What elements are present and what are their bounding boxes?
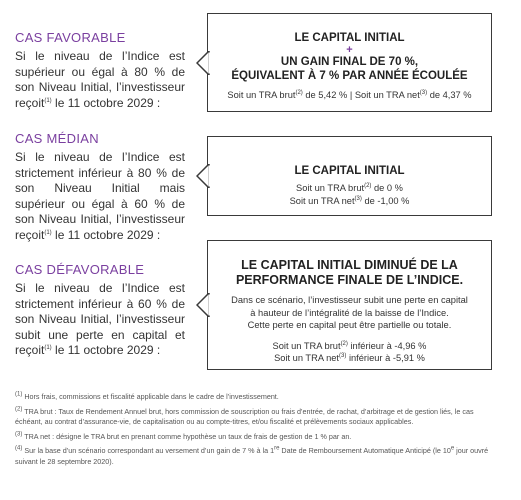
desc-line: à hauteur de l’intégralité de la baisse de l’Indice. [250, 307, 449, 318]
case-median [15, 131, 185, 243]
result-box-favorable [207, 13, 492, 112]
footnote: $^{(3)}$ TRA net : désigne le TRA brut en prenant comme hypothèse un taux de frais de gestion de 1 % par an. [15, 431, 352, 441]
case-text: Si le niveau de l’Indice est supérieur ou égal à 80 % de son Niveau Initial, l’investisseur reçoit$^{(1)}$ le 11 octobre 2029 : [15, 49, 185, 110]
tra-line: Soit un TRA net$^{(3)}$ inférieur à -5,91 % [274, 352, 425, 363]
box-line: UN GAIN FINAL DE 70 %, [280, 56, 419, 68]
case-text: Si le niveau de l’Indice est strictement inférieur à 80 % de son Niveau Initial mais supérieur ou égal à 60 % de son Niveau Initial, l’investisseur reçoit$^{(1)}$ le 11 octobre 2029 : [15, 150, 185, 242]
plus-sign: + [346, 44, 353, 56]
box-line: PERFORMANCE FINALE DE L’INDICE. [235, 273, 464, 287]
tra-line: Soit un TRA brut$^{(2)}$ inférieur à -4,96 % [272, 340, 427, 351]
footnote: $^{(4)}$ Sur la base d’un scénario correspondant au versement d’un gain de 7 % à la 1re Date de Remboursement Automatique Anticipé (le 10e jour ouvré suivant le 28 septembre 2020). [15, 445, 489, 466]
box-line: LE CAPITAL INITIAL DIMINUÉ DE LA [241, 258, 458, 272]
box-line: ÉQUIVALENT À 7 % PAR ANNÉE ÉCOULÉE [231, 70, 468, 82]
case-favorable [15, 30, 185, 111]
footnotes [15, 392, 500, 471]
case-title: CAS DÉFAVORABLE [15, 262, 145, 277]
desc-line: Dans ce scénario, l’investisseur subit une perte en capital [231, 295, 468, 305]
desc-line: Cette perte en capital peut être partielle ou totale. [247, 320, 452, 330]
case-defavorable [15, 262, 185, 359]
box-line: LE CAPITAL INITIAL [294, 165, 405, 177]
box-line: LE CAPITAL INITIAL [294, 32, 405, 44]
case-title: CAS FAVORABLE [15, 30, 126, 45]
case-text: Si le niveau de l’Indice est strictement inférieur à 60 % de son Niveau Initial, l’investisseur subit une perte en capital et reçoit$^{(1)}$ le 11 octobre 2029 : [15, 281, 185, 357]
tra-line: Soit un TRA brut$^{(2)}$ de 0 % [296, 182, 403, 193]
result-box-defavorable [207, 240, 492, 370]
footnote: $^{(1)}$ Hors frais, commissions et fiscalité applicable dans le cadre de l’investissement. [15, 391, 279, 401]
result-box-median [207, 136, 492, 216]
pointer-arrow-icon [196, 51, 210, 75]
case-title: CAS MÉDIAN [15, 131, 99, 146]
tra-line: Soit un TRA brut$^{(2)}$ de 5,42 % | Soit un TRA net$^{(3)}$ de 4,37 % [227, 89, 472, 100]
footnote: $^{(2)}$ TRA brut : Taux de Rendement Annuel brut, hors commission de souscription ou frais d’entrée, de rachat, d’arbitrage et de gestion liés, le cas échéant, au contrat d’assurance-vie, de capitalisation ou au compte-titres, et/ou fiscalité et prélèvements sociaux applicables. [15, 406, 474, 426]
pointer-arrow-icon [196, 293, 210, 317]
pointer-arrow-icon [196, 164, 210, 188]
tra-line: Soit un TRA net$^{(3)}$ de -1,00 % [289, 195, 410, 206]
